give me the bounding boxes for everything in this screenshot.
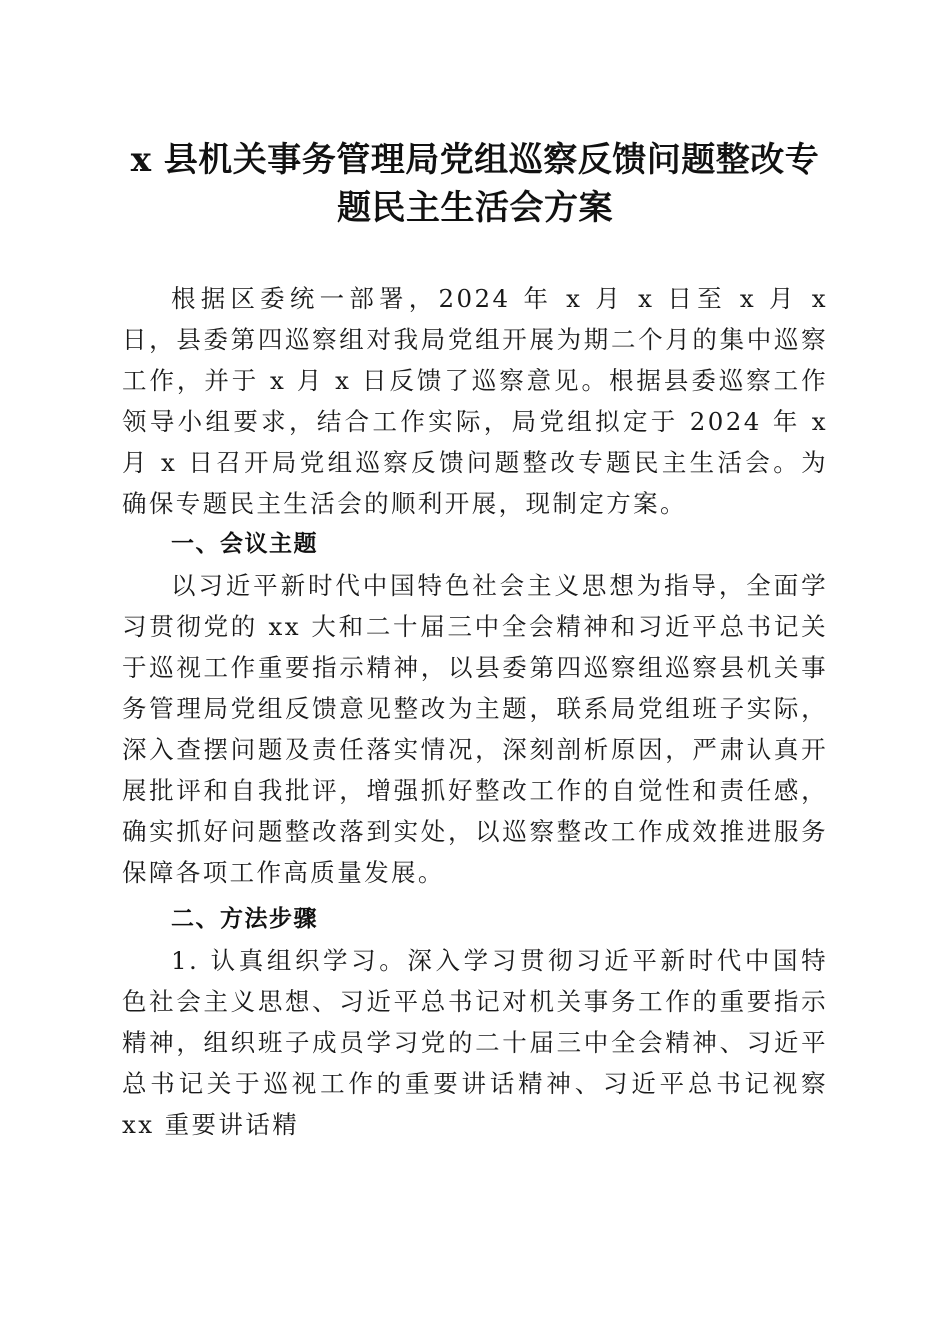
title-line-2: 题民主生活会方案 — [337, 188, 613, 228]
method-steps-paragraph: 1. 认真组织学习。深入学习贯彻习近平新时代中国特色社会主义思想、习近平总书记对机关事务工作的重要指示精神，组织班子成员学习党的二十届三中全会精神、习近平总书记关于巡视工作的重要讲话精神、习近平总书记视察 xx 重要讲话精 — [122, 946, 828, 1139]
section-heading-meeting-theme: 一、会议主题 — [171, 531, 318, 557]
section-heading-method-steps: 二、方法步骤 — [171, 906, 318, 932]
title-line-1: x 县机关事务管理局党组巡察反馈问题整改专 — [130, 140, 820, 180]
intro-paragraph: 根据区委统一部署，2024 年 x 月 x 日至 x 月 x 日，县委第四巡察组对我局党组开展为期二个月的集中巡察工作，并于 x 月 x 日反馈了巡察意见。根据县委巡察工作领导小组要求，结合工作实际，局党组拟定于 2024 年 x 月 x 日召开局党组巡察反馈问题整改专题民主生活会。为确保专题民主生活会的顺利开展，现制定方案。 — [122, 284, 828, 518]
document-body — [122, 278, 828, 1145]
document-title — [110, 136, 840, 232]
meeting-theme-paragraph: 以习近平新时代中国特色社会主义思想为指导，全面学习贯彻党的 xx 大和二十届三中全会精神和习近平总书记关于巡视工作重要指示精神，以县委第四巡察组巡察县机关事务管理局党组反馈意见整改为主题，联系局党组班子实际，深入查摆问题及责任落实情况，深刻剖析原因，严肃认真开展批评和自我批评，增强抓好整改工作的自觉性和责任感，确实抓好问题整改落到实处，以巡察整改工作成效推进服务保障各项工作高质量发展。 — [122, 571, 828, 887]
